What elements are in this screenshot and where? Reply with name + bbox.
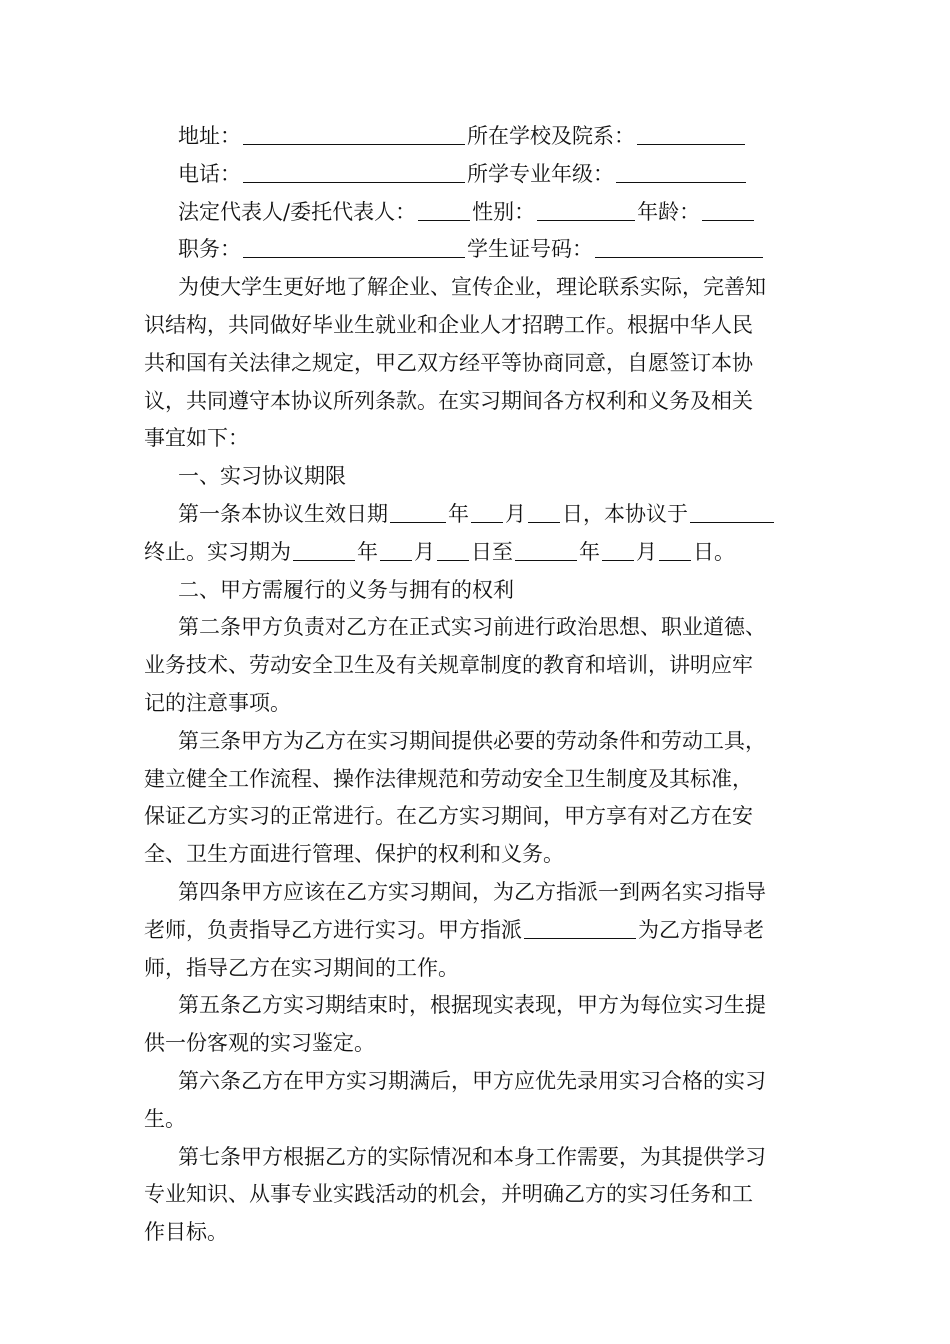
address-blank[interactable]	[243, 124, 465, 145]
instructor-name-blank[interactable]	[524, 918, 636, 939]
clause-2-line: 第二条甲方负责对乙方在正式实习前进行政治思想、职业道德、	[178, 615, 766, 640]
position-label: 职务：	[178, 237, 241, 262]
year-label: 年	[357, 539, 378, 564]
major-blank[interactable]	[616, 162, 746, 183]
year-label: 年	[448, 501, 469, 526]
clause-1-text: 日至	[471, 539, 513, 564]
clause-1-text: 终止。实习期为	[144, 539, 291, 564]
representative-label: 法定代表人/委托代表人：	[178, 199, 417, 224]
clause-2-line: 业务技术、劳动安全卫生及有关规章制度的教育和培训，讲明应牢	[144, 653, 753, 678]
school-blank[interactable]	[637, 124, 745, 145]
clause-4-text: 为乙方指导老	[638, 917, 764, 942]
school-label: 所在学校及院系：	[467, 124, 635, 148]
intro-line: 议，共同遵守本协议所列条款。在实习期间各方权利和义务及相关	[144, 388, 753, 413]
year-label: 年	[579, 539, 600, 564]
intro-line: 事宜如下：	[144, 426, 249, 451]
clause-2-line: 记的注意事项。	[144, 690, 291, 715]
age-blank[interactable]	[702, 200, 754, 221]
effective-day-blank[interactable]	[528, 502, 560, 523]
section-title-2: 二、甲方需履行的义务与拥有的权利	[178, 577, 514, 602]
period-end-month-blank[interactable]	[602, 540, 634, 561]
student-id-label: 学生证号码：	[467, 237, 593, 262]
gender-label: 性别：	[472, 199, 536, 224]
clause-5-line: 供一份客观的实习鉴定。	[144, 1031, 375, 1056]
age-label: 年龄：	[637, 199, 701, 224]
agreement-body	[144, 118, 804, 1252]
period-end-day-blank[interactable]	[659, 540, 691, 561]
student-id-blank[interactable]	[595, 237, 763, 258]
major-label: 所学专业年级：	[467, 161, 614, 186]
clause-1-line	[144, 496, 804, 534]
clause-1-text: 日。	[693, 539, 735, 564]
clause-6-line: 第六条乙方在甲方实习期满后，甲方应优先录用实习合格的实习	[178, 1068, 766, 1093]
phone-blank[interactable]	[243, 162, 465, 183]
gender-blank[interactable]	[537, 200, 635, 221]
period-end-year-blank[interactable]	[515, 540, 577, 561]
clause-4-line: 第四条甲方应该在乙方实习期间，为乙方指派一到两名实习指导	[178, 879, 766, 904]
month-label: 月	[505, 501, 526, 526]
clause-6-line: 生。	[144, 1106, 186, 1131]
representative-row	[144, 194, 804, 232]
clause-3-line: 保证乙方实习的正常进行。在乙方实习期间，甲方享有对乙方在安	[144, 804, 753, 829]
clause-7-line: 作目标。	[144, 1220, 228, 1245]
clause-4-line: 师，指导乙方在实习期间的工作。	[144, 955, 459, 980]
representative-blank[interactable]	[418, 200, 470, 221]
intro-line: 共和国有关法律之规定，甲乙双方经平等协商同意，自愿签订本协	[144, 350, 753, 375]
clause-4-line	[144, 912, 804, 950]
position-blank[interactable]	[243, 237, 465, 258]
clause-1-text: 日，本协议于	[562, 501, 688, 526]
effective-month-blank[interactable]	[471, 502, 503, 523]
clause-1-text: 第一条本协议生效日期	[178, 501, 388, 526]
address-label: 地址：	[178, 124, 241, 148]
intro-line: 识结构，共同做好毕业生就业和企业人才招聘工作。根据中华人民	[144, 312, 753, 337]
clause-3-line: 建立健全工作流程、操作法律规范和劳动安全卫生制度及其标准，	[144, 766, 753, 791]
effective-year-blank[interactable]	[390, 502, 446, 523]
address-row	[144, 118, 804, 156]
period-start-month-blank[interactable]	[380, 540, 412, 561]
month-label: 月	[636, 539, 657, 564]
phone-label: 电话：	[178, 161, 241, 186]
clause-1-line	[144, 534, 804, 572]
end-date-blank[interactable]	[690, 502, 774, 523]
clause-3-line: 全、卫生方面进行管理、保护的权利和义务。	[144, 842, 564, 867]
intro-line: 为使大学生更好地了解企业、宣传企业，理论联系实际，完善知	[178, 275, 766, 300]
clause-5-line: 第五条乙方实习期结束时，根据现实表现，甲方为每位实习生提	[178, 993, 766, 1018]
clause-7-line: 专业知识、从事专业实践活动的机会，并明确乙方的实习任务和工	[144, 1182, 753, 1207]
period-start-day-blank[interactable]	[437, 540, 469, 561]
clause-4-text: 老师，负责指导乙方进行实习。甲方指派	[144, 917, 522, 942]
clause-3-line: 第三条甲方为乙方在实习期间提供必要的劳动条件和劳动工具，	[178, 728, 766, 753]
period-start-year-blank[interactable]	[293, 540, 355, 561]
section-title-1: 一、实习协议期限	[178, 464, 346, 489]
position-row	[144, 231, 804, 269]
phone-row	[144, 156, 804, 194]
month-label: 月	[414, 539, 435, 564]
clause-7-line: 第七条甲方根据乙方的实际情况和本身工作需要，为其提供学习	[178, 1144, 766, 1169]
